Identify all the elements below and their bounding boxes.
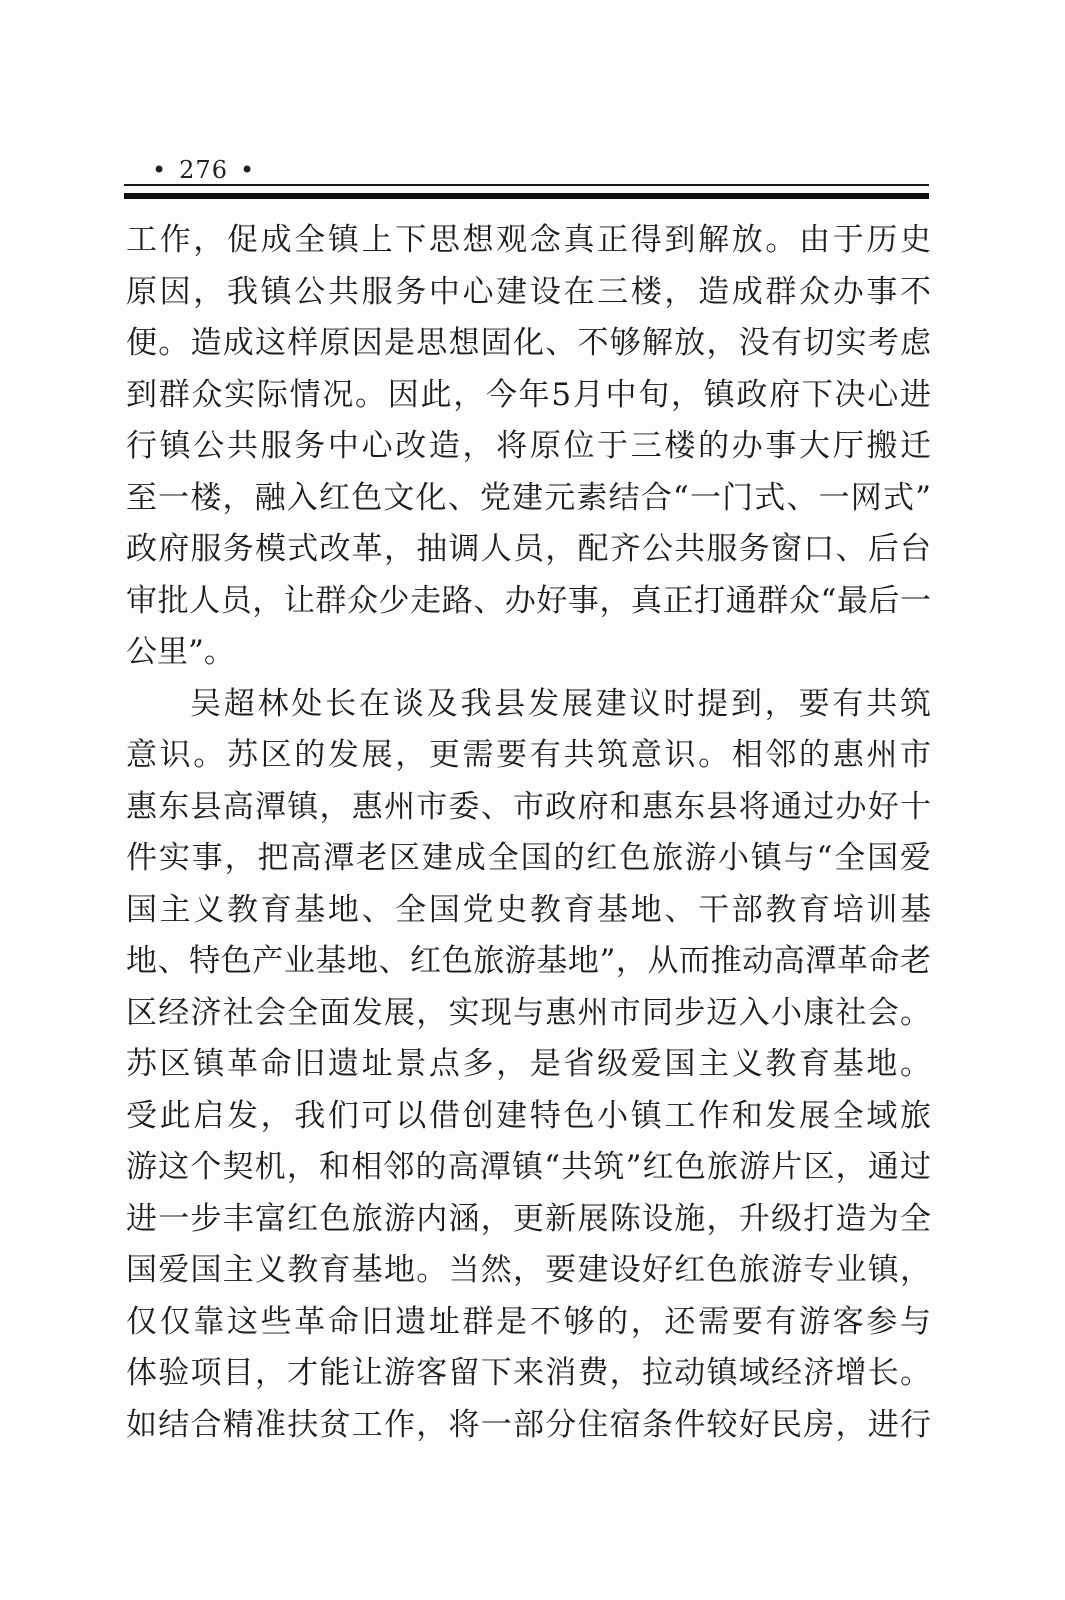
text-line: 区经济社会全面发展，实现与惠州市同步迈入小康社会。 bbox=[126, 994, 931, 1031]
paragraph-1 bbox=[126, 215, 931, 679]
text-line: 地、特色产业基地、红色旅游基地”，从而推动高潭革命老 bbox=[126, 943, 931, 979]
text-line: 至一楼，融入红色文化、党建元素结合“一门式、一网式” bbox=[126, 479, 931, 516]
text-line: 惠东县高潭镇，惠州市委、市政府和惠东县将通过办好十 bbox=[126, 788, 931, 825]
text-line: 意识。苏区的发展，更需要有共筑意识。相邻的惠州市 bbox=[126, 737, 931, 773]
header-rule-thick bbox=[124, 193, 929, 199]
header-dot-left: • bbox=[152, 156, 168, 184]
paragraph-2 bbox=[126, 679, 931, 1452]
text-line: 进一步丰富红色旅游内涵，更新展陈设施，升级打造为全 bbox=[126, 1200, 931, 1237]
header-rule-thin bbox=[124, 184, 929, 186]
text-line: 如结合精准扶贫工作，将一部分住宿条件较好民房，进行 bbox=[126, 1406, 931, 1443]
text-line: 国爱国主义教育基地。当然，要建设好红色旅游专业镇， bbox=[126, 1252, 931, 1288]
text-line: 苏区镇革命旧遗址景点多，是省级爱国主义教育基地。 bbox=[126, 1046, 931, 1082]
body-text bbox=[126, 215, 931, 1451]
text-line: 工作，促成全镇上下思想观念真正得到解放。由于历史 bbox=[126, 222, 931, 258]
text-line: 行镇公共服务中心改造，将原位于三楼的办事大厅搬迁 bbox=[126, 428, 931, 464]
text-line: 体验项目，才能让游客留下来消费，拉动镇域经济增长。 bbox=[126, 1355, 931, 1391]
text-line: 仅仅靠这些革命旧遗址群是不够的，还需要有游客参与 bbox=[126, 1303, 931, 1340]
text-line: 到群众实际情况。因此，今年5月中旬，镇政府下决心进 bbox=[126, 376, 931, 413]
page-number: 276 bbox=[179, 156, 228, 184]
text-line: 受此启发，我们可以借创建特色小镇工作和发展全域旅 bbox=[126, 1097, 931, 1134]
header-dot-right: • bbox=[239, 156, 256, 184]
text-line: 游这个契机，和相邻的高潭镇“共筑”红色旅游片区，通过 bbox=[126, 1149, 931, 1185]
text-line: 件实事，把高潭老区建成全国的红色旅游小镇与“全国爱 bbox=[126, 840, 931, 876]
text-line: 国主义教育基地、全国党史教育基地、干部教育培训基 bbox=[126, 891, 931, 928]
text-line: 审批人员，让群众少走路、办好事，真正打通群众“最后一 bbox=[126, 582, 931, 619]
text-line: 便。造成这样原因是思想固化、不够解放，没有切实考虑 bbox=[126, 325, 931, 361]
text-line: 政府服务模式改革，抽调人员，配齐公共服务窗口、后台 bbox=[126, 531, 931, 567]
text-line: 吴超林处长在谈及我县发展建议时提到，要有共筑 bbox=[190, 685, 931, 722]
text-line: 公里”。 bbox=[126, 634, 235, 670]
text-line: 原因，我镇公共服务中心建设在三楼，造成群众办事不 bbox=[126, 273, 931, 310]
